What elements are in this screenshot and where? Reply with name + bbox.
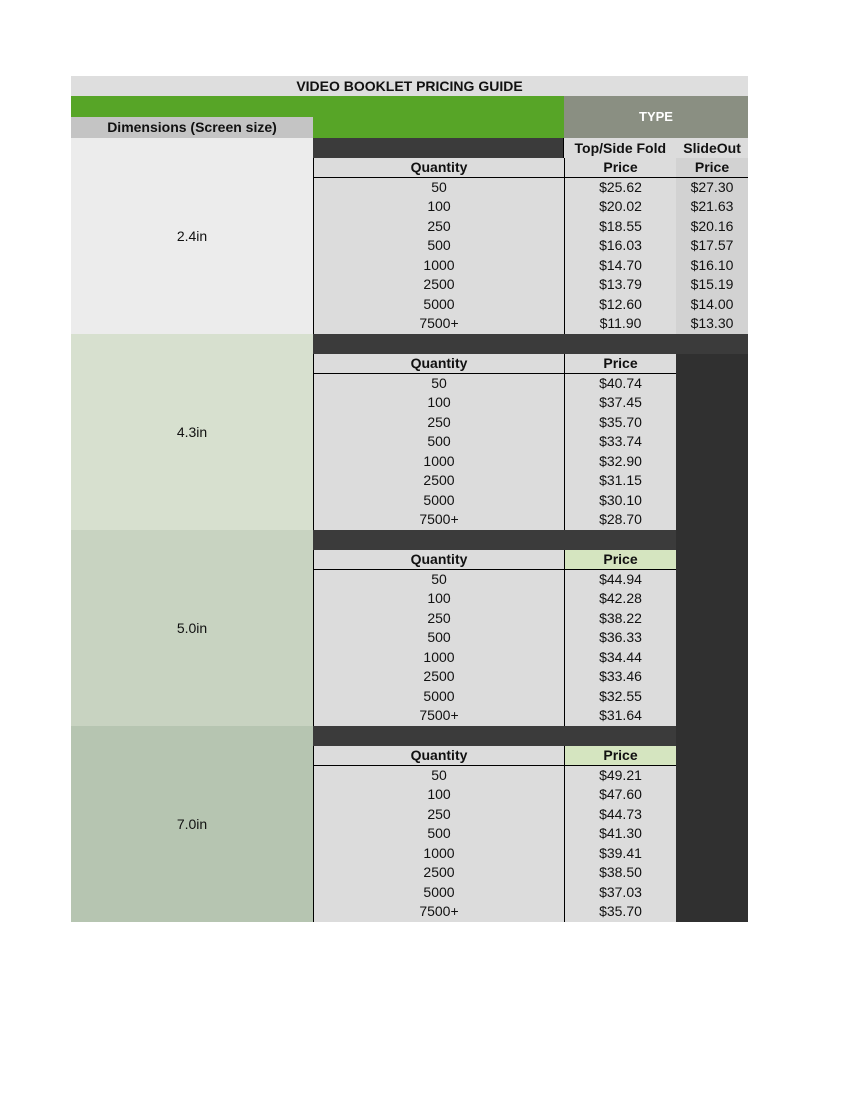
table-head-row: [313, 550, 748, 570]
table-row: 100 $42.28: [313, 589, 748, 609]
slideout-header: SlideOut: [676, 138, 748, 158]
table-row: 5000 $37.03: [313, 883, 748, 903]
type-header: TYPE: [564, 96, 748, 138]
price-header: Price: [564, 354, 676, 374]
dimension-cell: [71, 530, 313, 726]
table-row: 50 $44.94: [313, 570, 748, 590]
price-header: Price: [564, 746, 676, 766]
table-row: 1000 $39.41: [313, 844, 748, 864]
table-row: 7500+ $31.64: [313, 706, 748, 726]
dimension-label: 7.0in: [176, 816, 208, 832]
table-head-row: [313, 746, 748, 766]
dimension-cell: [71, 334, 313, 530]
table-row: 1000 $32.90: [313, 452, 748, 472]
dimension-cell: [71, 138, 313, 334]
table-row: 50 $49.21: [313, 766, 748, 786]
table-row: 1000 $14.70 $16.10: [313, 256, 748, 276]
table-head-row: [313, 158, 748, 178]
price-table: [313, 550, 748, 726]
dimension-label: 5.0in: [176, 620, 208, 636]
table-header: [71, 96, 748, 138]
table-row: 2500 $38.50: [313, 863, 748, 883]
header-green-band: [71, 96, 313, 117]
table-row: 100 $37.45: [313, 393, 748, 413]
table-row: 250 $44.73: [313, 805, 748, 825]
top-side-fold-header: Top/Side Fold: [563, 138, 676, 158]
page-title: VIDEO BOOKLET PRICING GUIDE: [71, 76, 748, 96]
table-row: 50 $40.74: [313, 374, 748, 394]
table-row: 500 $41.30: [313, 824, 748, 844]
table-row: 7500+ $11.90 $13.30: [313, 314, 748, 334]
quantity-header: Quantity: [313, 550, 564, 570]
column-header-bar: [313, 138, 748, 158]
quantity-header: Quantity: [313, 354, 564, 374]
price-table: [313, 158, 748, 334]
table-row: 100 $47.60: [313, 785, 748, 805]
table-row: 2500 $31.15: [313, 471, 748, 491]
pricing-sheet: [71, 76, 748, 922]
price-header: Price: [564, 550, 676, 570]
table-row: 7500+ $28.70: [313, 510, 748, 530]
price-header: Price: [564, 158, 676, 178]
dimension-label: 4.3in: [176, 424, 208, 440]
size-block-4-3in: [71, 334, 748, 530]
price-table: [313, 354, 748, 530]
table-row: 500 $36.33: [313, 628, 748, 648]
slideout-price-header: Price: [676, 158, 748, 178]
size-block-5-0in: [71, 530, 748, 726]
table-row: 500 $16.03 $17.57: [313, 236, 748, 256]
table-row: 5000 $32.55: [313, 687, 748, 707]
table-head-row: [313, 354, 748, 374]
dimensions-header: Dimensions (Screen size): [71, 117, 313, 138]
table-row: 500 $33.74: [313, 432, 748, 452]
table-row: 250 $35.70: [313, 413, 748, 433]
table-row: 50 $25.62 $27.30: [313, 178, 748, 198]
table-row: 250 $18.55 $20.16: [313, 217, 748, 237]
table-row: 100 $20.02 $21.63: [313, 197, 748, 217]
table-row: 1000 $34.44: [313, 648, 748, 668]
dimension-cell: [71, 726, 313, 922]
table-row: 2500 $33.46: [313, 667, 748, 687]
separator-bar: [313, 334, 748, 354]
table-row: 7500+ $35.70: [313, 902, 748, 922]
size-block-7-0in: [71, 726, 748, 922]
table-row: 2500 $13.79 $15.19: [313, 275, 748, 295]
quantity-header: Quantity: [313, 158, 564, 178]
quantity-header: Quantity: [313, 746, 564, 766]
table-row: 5000 $12.60 $14.00: [313, 295, 748, 315]
table-row: 5000 $30.10: [313, 491, 748, 511]
header-green-band: [313, 96, 564, 138]
price-table: [313, 746, 748, 922]
dimension-label: 2.4in: [176, 228, 208, 244]
table-row: 250 $38.22: [313, 609, 748, 629]
size-block-2-4in: [71, 138, 748, 334]
